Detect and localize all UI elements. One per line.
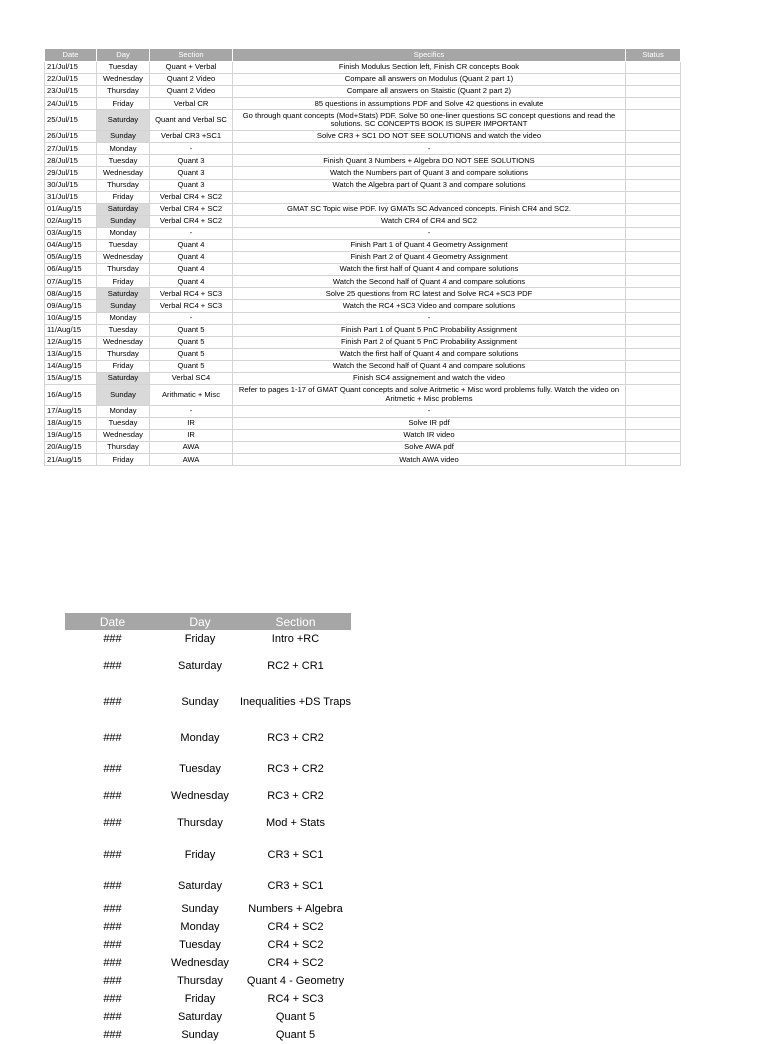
table-row xyxy=(45,430,681,442)
cell-day: Monday xyxy=(97,312,150,324)
cell-day: Thursday xyxy=(97,264,150,276)
cell-day: Tuesday xyxy=(97,155,150,167)
table-row xyxy=(45,191,681,203)
cell-date: 31/Jul/15 xyxy=(45,191,97,203)
cell-status xyxy=(626,430,681,442)
cell-section: Quant 4 xyxy=(150,252,233,264)
cell-specifics: - xyxy=(233,405,626,417)
cell-specifics: Finish SC4 assignement and watch the video xyxy=(233,373,626,385)
cell-date: 27/Jul/15 xyxy=(45,143,97,155)
cell-status xyxy=(626,86,681,98)
cell-date: ### xyxy=(103,789,122,802)
cell-section: IR xyxy=(150,418,233,430)
table-row xyxy=(65,837,351,872)
cell-section: Verbal CR4 + SC2 xyxy=(150,203,233,215)
cell-date: 28/Jul/15 xyxy=(45,155,97,167)
cell-day: Thursday xyxy=(97,348,150,360)
cell-date: ### xyxy=(103,939,122,951)
table-row xyxy=(65,684,351,720)
cell-date: ### xyxy=(103,957,122,969)
cell-date: 23/Jul/15 xyxy=(45,86,97,98)
cell-section: Quant 5 xyxy=(150,360,233,372)
table-row xyxy=(65,755,351,782)
cell-section: Quant 5 xyxy=(275,1011,316,1023)
column-header-section: Section xyxy=(240,613,351,630)
cell-specifics: - xyxy=(233,143,626,155)
cell-section: RC3 + CR2 xyxy=(267,762,324,775)
cell-section: Quant and Verbal SC xyxy=(150,110,233,131)
table-row xyxy=(45,143,681,155)
cell-specifics: Watch the Second half of Quant 4 and compare solutions xyxy=(233,360,626,372)
cell-day: Monday xyxy=(180,731,220,744)
table-row xyxy=(45,86,681,98)
cell-day: Saturday xyxy=(97,203,150,215)
table-row xyxy=(45,264,681,276)
table-row xyxy=(45,179,681,191)
cell-date: 29/Jul/15 xyxy=(45,167,97,179)
cell-status xyxy=(626,74,681,86)
cell-status xyxy=(626,405,681,417)
cell-specifics xyxy=(233,191,626,203)
cell-section: Inequalities +DS Traps xyxy=(240,696,351,708)
cell-day: Thursday xyxy=(97,442,150,454)
table-row xyxy=(45,74,681,86)
cell-section: Verbal RC4 + SC3 xyxy=(150,300,233,312)
cell-date: 11/Aug/15 xyxy=(45,324,97,336)
cell-section: CR3 + SC1 xyxy=(267,880,324,892)
cell-specifics: Watch CR4 of CR4 and SC2 xyxy=(233,215,626,227)
cell-day: Saturday xyxy=(97,288,150,300)
cell-section: Quant + Verbal xyxy=(150,62,233,74)
cell-section: Quant 4 xyxy=(150,264,233,276)
cell-status xyxy=(626,143,681,155)
cell-section: Quant 3 xyxy=(150,155,233,167)
cell-specifics: Watch the Numbers part of Quant 3 and compare solutions xyxy=(233,167,626,179)
cell-specifics: - xyxy=(233,312,626,324)
cell-day: Wednesday xyxy=(171,789,229,802)
cell-day: Friday xyxy=(97,191,150,203)
cell-specifics: Watch the Second half of Quant 4 and compare solutions xyxy=(233,276,626,288)
cell-date: 07/Aug/15 xyxy=(45,276,97,288)
cell-date: 20/Aug/15 xyxy=(45,442,97,454)
cell-date: ### xyxy=(103,633,122,645)
table-row xyxy=(45,240,681,252)
cell-date: 09/Aug/15 xyxy=(45,300,97,312)
cell-section: Intro +RC xyxy=(271,633,320,645)
cell-section: AWA xyxy=(150,442,233,454)
cell-date: 03/Aug/15 xyxy=(45,227,97,239)
table-row xyxy=(45,418,681,430)
cell-date: ### xyxy=(103,762,122,775)
cell-date: ### xyxy=(103,975,122,987)
cell-specifics: Compare all answers on Modulus (Quant 2 part 1) xyxy=(233,74,626,86)
cell-date: 18/Aug/15 xyxy=(45,418,97,430)
cell-section: Verbal CR4 + SC2 xyxy=(150,215,233,227)
cell-status xyxy=(626,360,681,372)
table-row xyxy=(65,900,351,918)
cell-section: Verbal RC4 + SC3 xyxy=(150,288,233,300)
cell-section: Numbers + Algebra xyxy=(248,903,343,915)
cell-date: ### xyxy=(103,903,122,915)
cell-date: 08/Aug/15 xyxy=(45,288,97,300)
cell-status xyxy=(626,155,681,167)
cell-section: - xyxy=(150,143,233,155)
cell-day: Saturday xyxy=(177,1011,223,1023)
table-row xyxy=(45,276,681,288)
cell-section: RC3 + CR2 xyxy=(267,731,324,744)
cell-specifics: Finish Quant 3 Numbers + Algebra DO NOT SEE SOLUTIONS xyxy=(233,155,626,167)
table-row xyxy=(45,252,681,264)
cell-section: Verbal CR xyxy=(150,98,233,110)
column-header-date: Date xyxy=(45,49,97,62)
table-row xyxy=(45,98,681,110)
cell-date: 06/Aug/15 xyxy=(45,264,97,276)
table-row xyxy=(65,872,351,900)
cell-specifics: Finish Modulus Section left, Finish CR concepts Book xyxy=(233,62,626,74)
cell-status xyxy=(626,336,681,348)
cell-specifics: Solve CR3 + SC1 DO NOT SEE SOLUTIONS and watch the video xyxy=(233,131,626,143)
table-row xyxy=(65,630,351,648)
cell-date: 01/Aug/15 xyxy=(45,203,97,215)
cell-section: AWA xyxy=(150,454,233,466)
cell-date: 04/Aug/15 xyxy=(45,240,97,252)
cell-status xyxy=(626,324,681,336)
column-header-day: Day xyxy=(97,49,150,62)
cell-day: Sunday xyxy=(97,385,150,406)
cell-section: Quant 4 - Geometry xyxy=(246,975,345,987)
table-row xyxy=(45,336,681,348)
cell-specifics: - xyxy=(233,227,626,239)
cell-status xyxy=(626,131,681,143)
cell-section: RC3 + CR2 xyxy=(267,789,324,802)
cell-day: Sunday xyxy=(181,696,219,708)
cell-day: Wednesday xyxy=(97,336,150,348)
cell-status xyxy=(626,240,681,252)
cell-status xyxy=(626,191,681,203)
cell-section: CR4 + SC2 xyxy=(267,921,324,933)
cell-section: Mod + Stats xyxy=(265,817,325,829)
table-row xyxy=(45,454,681,466)
table-row xyxy=(45,167,681,179)
cell-day: Monday xyxy=(97,143,150,155)
table-row xyxy=(45,110,681,131)
cell-section: Quant 5 xyxy=(150,348,233,360)
cell-section: Quant 2 Video xyxy=(150,74,233,86)
cell-day: Tuesday xyxy=(97,324,150,336)
cell-day: Monday xyxy=(97,405,150,417)
cell-date: ### xyxy=(103,731,122,744)
cell-day: Friday xyxy=(97,454,150,466)
cell-date: 22/Jul/15 xyxy=(45,74,97,86)
table-row xyxy=(45,131,681,143)
cell-day: Sunday xyxy=(97,215,150,227)
cell-section: Quant 3 xyxy=(150,179,233,191)
cell-day: Friday xyxy=(97,360,150,372)
cell-date: 17/Aug/15 xyxy=(45,405,97,417)
cell-day: Sunday xyxy=(97,131,150,143)
cell-section: RC4 + SC3 xyxy=(267,993,324,1005)
cell-status xyxy=(626,442,681,454)
cell-status xyxy=(626,288,681,300)
cell-specifics: Watch AWA video xyxy=(233,454,626,466)
cell-date: ### xyxy=(103,1011,122,1023)
cell-section: RC2 + CR1 xyxy=(267,660,324,672)
table-row xyxy=(45,373,681,385)
cell-date: 12/Aug/15 xyxy=(45,336,97,348)
cell-specifics: Watch IR video xyxy=(233,430,626,442)
cell-day: Wednesday xyxy=(97,167,150,179)
cell-day: Thursday xyxy=(97,86,150,98)
study-schedule-body xyxy=(45,62,681,466)
cell-day: Wednesday xyxy=(171,957,229,969)
cell-date: 24/Jul/15 xyxy=(45,98,97,110)
table-row xyxy=(45,155,681,167)
cell-day: Saturday xyxy=(97,110,150,131)
table-row xyxy=(45,312,681,324)
table-row xyxy=(45,62,681,74)
column-header-day: Day xyxy=(160,613,240,630)
cell-day: Sunday xyxy=(181,903,219,915)
table-header-row xyxy=(65,613,351,630)
cell-section: Verbal CR3 +SC1 xyxy=(150,131,233,143)
cell-specifics: Finish Part 2 of Quant 4 Geometry Assignment xyxy=(233,252,626,264)
table-row xyxy=(45,227,681,239)
table-row xyxy=(45,300,681,312)
cell-date: ### xyxy=(103,921,122,933)
table-row xyxy=(45,348,681,360)
cell-section: Verbal CR4 + SC2 xyxy=(150,191,233,203)
cell-status xyxy=(626,167,681,179)
column-header-section: Section xyxy=(150,49,233,62)
table-row xyxy=(65,1026,351,1044)
cell-day: Saturday xyxy=(177,660,223,672)
table-row xyxy=(45,442,681,454)
table-row xyxy=(65,1008,351,1026)
cell-specifics: Watch the RC4 +SC3 Video and compare solutions xyxy=(233,300,626,312)
cell-section: CR3 + SC1 xyxy=(267,848,324,861)
cell-specifics: Finish Part 1 of Quant 5 PnC Probability Assignment xyxy=(233,324,626,336)
cell-day: Saturday xyxy=(97,373,150,385)
cell-day: Tuesday xyxy=(97,418,150,430)
cell-date: 10/Aug/15 xyxy=(45,312,97,324)
cell-day: Monday xyxy=(180,921,220,933)
cell-section: IR xyxy=(150,430,233,442)
cell-section: Quant 3 xyxy=(150,167,233,179)
cell-section: CR4 + SC2 xyxy=(267,957,324,969)
table-row xyxy=(65,972,351,990)
cell-day: Thursday xyxy=(177,817,223,829)
column-header-date: Date xyxy=(65,613,160,630)
table-row xyxy=(65,954,351,972)
cell-section: Verbal SC4 xyxy=(150,373,233,385)
cell-day: Friday xyxy=(184,848,216,861)
study-schedule-table xyxy=(44,48,681,466)
cell-status xyxy=(626,264,681,276)
cell-section: Quant 2 Video xyxy=(150,86,233,98)
cell-date: ### xyxy=(103,993,122,1005)
cell-date: 19/Aug/15 xyxy=(45,430,97,442)
cell-section: Quant 4 xyxy=(150,276,233,288)
cell-day: Tuesday xyxy=(97,62,150,74)
table-row xyxy=(45,215,681,227)
cell-day: Sunday xyxy=(97,300,150,312)
cell-status xyxy=(626,385,681,406)
cell-status xyxy=(626,179,681,191)
cell-date: 02/Aug/15 xyxy=(45,215,97,227)
cell-specifics: Finish Part 1 of Quant 4 Geometry Assignment xyxy=(233,240,626,252)
cell-date: 21/Aug/15 xyxy=(45,454,97,466)
cell-specifics: Solve 25 questions from RC latest and Solve RC4 +SC3 PDF xyxy=(233,288,626,300)
cell-date: 15/Aug/15 xyxy=(45,373,97,385)
cell-day: Tuesday xyxy=(179,762,221,775)
cell-day: Thursday xyxy=(177,975,223,987)
cell-date: ### xyxy=(103,848,122,861)
table-row xyxy=(45,360,681,372)
cell-date: ### xyxy=(103,817,122,829)
cell-day: Friday xyxy=(184,993,216,1005)
cell-day: Friday xyxy=(97,276,150,288)
table-row xyxy=(45,385,681,406)
cell-date: 21/Jul/15 xyxy=(45,62,97,74)
cell-date: 16/Aug/15 xyxy=(45,385,97,406)
cell-specifics: Refer to pages 1-17 of GMAT Quant concepts and solve Aritmetic + Misc word problems fully. Watch the video on Aritmetic + Misc problems xyxy=(233,385,626,406)
section-plan-body xyxy=(65,630,351,1044)
cell-status xyxy=(626,312,681,324)
cell-status xyxy=(626,110,681,131)
cell-status xyxy=(626,276,681,288)
cell-status xyxy=(626,203,681,215)
cell-date: ### xyxy=(103,696,122,708)
table-row xyxy=(45,405,681,417)
cell-day: Friday xyxy=(184,633,216,645)
cell-date: 30/Jul/15 xyxy=(45,179,97,191)
cell-section: Quant 4 xyxy=(150,240,233,252)
cell-status xyxy=(626,418,681,430)
cell-section: Quant 5 xyxy=(150,336,233,348)
table-row xyxy=(45,324,681,336)
cell-status xyxy=(626,348,681,360)
cell-specifics: 85 questions in assumptions PDF and Solve 42 questions in evalute xyxy=(233,98,626,110)
cell-date: ### xyxy=(103,1029,122,1041)
cell-date: 25/Jul/15 xyxy=(45,110,97,131)
cell-section: Quant 5 xyxy=(275,1029,316,1041)
cell-specifics: Solve AWA pdf xyxy=(233,442,626,454)
table-row xyxy=(65,720,351,755)
cell-status xyxy=(626,227,681,239)
cell-specifics: Watch the Algebra part of Quant 3 and compare solutions xyxy=(233,179,626,191)
cell-day: Wednesday xyxy=(97,252,150,264)
cell-section: Arithmatic + Misc xyxy=(150,385,233,406)
table-row xyxy=(65,782,351,809)
cell-specifics: Watch the first half of Quant 4 and compare solutions xyxy=(233,348,626,360)
cell-date: 05/Aug/15 xyxy=(45,252,97,264)
cell-day: Saturday xyxy=(177,880,223,892)
cell-section: CR4 + SC2 xyxy=(267,939,324,951)
cell-date: 14/Aug/15 xyxy=(45,360,97,372)
table-row xyxy=(45,203,681,215)
table-row xyxy=(65,936,351,954)
cell-day: Sunday xyxy=(181,1029,219,1041)
cell-status xyxy=(626,454,681,466)
cell-date: 26/Jul/15 xyxy=(45,131,97,143)
table-row xyxy=(45,288,681,300)
cell-day: Wednesday xyxy=(97,74,150,86)
cell-status xyxy=(626,373,681,385)
cell-section: - xyxy=(150,227,233,239)
cell-status xyxy=(626,252,681,264)
cell-day: Thursday xyxy=(97,179,150,191)
cell-specifics: Solve IR pdf xyxy=(233,418,626,430)
cell-status xyxy=(626,300,681,312)
cell-specifics: Watch the first half of Quant 4 and compare solutions xyxy=(233,264,626,276)
cell-status xyxy=(626,62,681,74)
table-row xyxy=(65,990,351,1008)
cell-specifics: Compare all answers on Staistic (Quant 2 part 2) xyxy=(233,86,626,98)
cell-date: ### xyxy=(103,880,122,892)
cell-day: Monday xyxy=(97,227,150,239)
cell-day: Friday xyxy=(97,98,150,110)
cell-status xyxy=(626,98,681,110)
cell-date: ### xyxy=(103,660,122,672)
section-plan-table xyxy=(65,613,351,1044)
cell-section: - xyxy=(150,312,233,324)
cell-date: 13/Aug/15 xyxy=(45,348,97,360)
column-header-status: Status xyxy=(626,49,681,62)
cell-section: - xyxy=(150,405,233,417)
cell-day: Tuesday xyxy=(97,240,150,252)
cell-day: Tuesday xyxy=(179,939,221,951)
table-row xyxy=(65,648,351,684)
cell-status xyxy=(626,215,681,227)
cell-day: Wednesday xyxy=(97,430,150,442)
cell-specifics: Go through quant concepts (Mod+Stats) PDF. Solve 50 one-liner questions SC concept questions and read the solutions. SC CONCEPTS BOOK IS SUPER IMPORTANT xyxy=(233,110,626,131)
column-header-specifics: Specifics xyxy=(233,49,626,62)
cell-specifics: Finish Part 2 of Quant 5 PnC Probability Assignment xyxy=(233,336,626,348)
cell-specifics: GMAT SC Topic wise PDF. Ivy GMATs SC Advanced concepts. Finish CR4 and SC2. xyxy=(233,203,626,215)
table-row xyxy=(65,918,351,936)
cell-section: Quant 5 xyxy=(150,324,233,336)
table-header-row xyxy=(45,49,681,62)
table-row xyxy=(65,809,351,837)
